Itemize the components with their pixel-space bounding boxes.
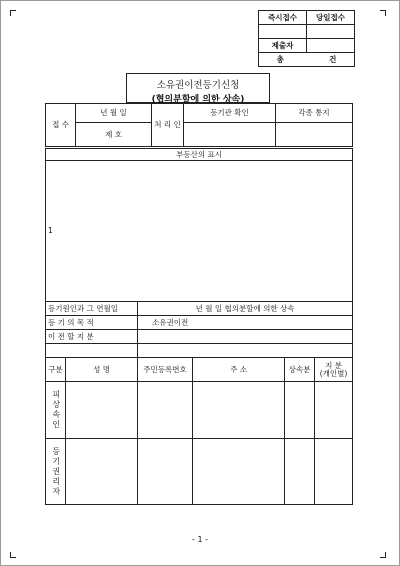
intake-date: 년 월 일	[76, 104, 152, 123]
name-header: 성 명	[66, 358, 138, 382]
purpose-value: 소유권이전	[138, 316, 353, 330]
blank-row-left	[46, 344, 138, 358]
notice-label: 각종 통지	[276, 104, 353, 123]
blank-row-right	[138, 344, 353, 358]
form-subtitle: (협의분할에 의한 상속)	[151, 95, 245, 105]
submitter-label: 제출자	[259, 39, 307, 53]
holder-name-cell	[66, 439, 138, 505]
purpose-label: 등 기 의 목 적	[46, 316, 138, 330]
total-count-cell	[259, 53, 355, 67]
sameday-receipt-cell	[307, 25, 355, 39]
holder-id-cell	[138, 439, 193, 505]
share-header-label: 지 분	[325, 360, 342, 370]
deceased-id-cell	[138, 382, 193, 439]
transfer-share-value	[138, 330, 353, 344]
registry-check-cell	[184, 123, 276, 147]
transfer-share-label: 이 전 할 지 분	[46, 330, 138, 344]
form-title: 소유권이전등기신청	[156, 80, 240, 91]
deceased-address-cell	[193, 382, 285, 439]
share-header-sub: (개인별)	[319, 368, 348, 378]
deceased-heir-share-cell	[285, 382, 315, 439]
receipt-table	[258, 10, 355, 67]
registry-check-label: 등기관 확인	[184, 104, 276, 123]
total-label: 총	[276, 54, 284, 64]
holder-label: 등기권리자	[46, 439, 66, 505]
form-title-box	[126, 73, 270, 103]
submitter-cell	[307, 39, 355, 53]
id-header: 주민등록번호	[138, 358, 193, 382]
cause-date-label: 등기원인과 그 연월일	[46, 302, 138, 316]
count-unit: 건	[329, 54, 337, 64]
immediate-receipt-cell	[259, 25, 307, 39]
property-content: 1	[46, 161, 353, 302]
notice-cell	[276, 123, 353, 147]
deceased-name-cell	[66, 382, 138, 439]
processor-label: 처 리 인	[152, 104, 184, 147]
property-header: 부동산의 표시	[46, 149, 353, 161]
address-header: 주 소	[193, 358, 285, 382]
category-header: 구분	[46, 358, 66, 382]
sameday-receipt-label: 당일접수	[307, 11, 355, 25]
holder-heir-share-cell	[285, 439, 315, 505]
intake-table	[45, 103, 353, 147]
immediate-receipt-label: 즉시접수	[259, 11, 307, 25]
holder-address-cell	[193, 439, 285, 505]
page-number: - 1 -	[192, 535, 208, 544]
share-header	[315, 358, 353, 382]
holder-share-cell	[315, 439, 353, 505]
deceased-share-cell	[315, 382, 353, 439]
deceased-label: 피상속인	[46, 382, 66, 439]
intake-label: 접 수	[46, 104, 76, 147]
main-form-table	[45, 148, 353, 505]
heir-share-header: 상속분	[285, 358, 315, 382]
cause-date-value: 년 월 일 협의분할에 의한 상속	[138, 302, 353, 316]
intake-number: 제 호	[76, 123, 152, 147]
